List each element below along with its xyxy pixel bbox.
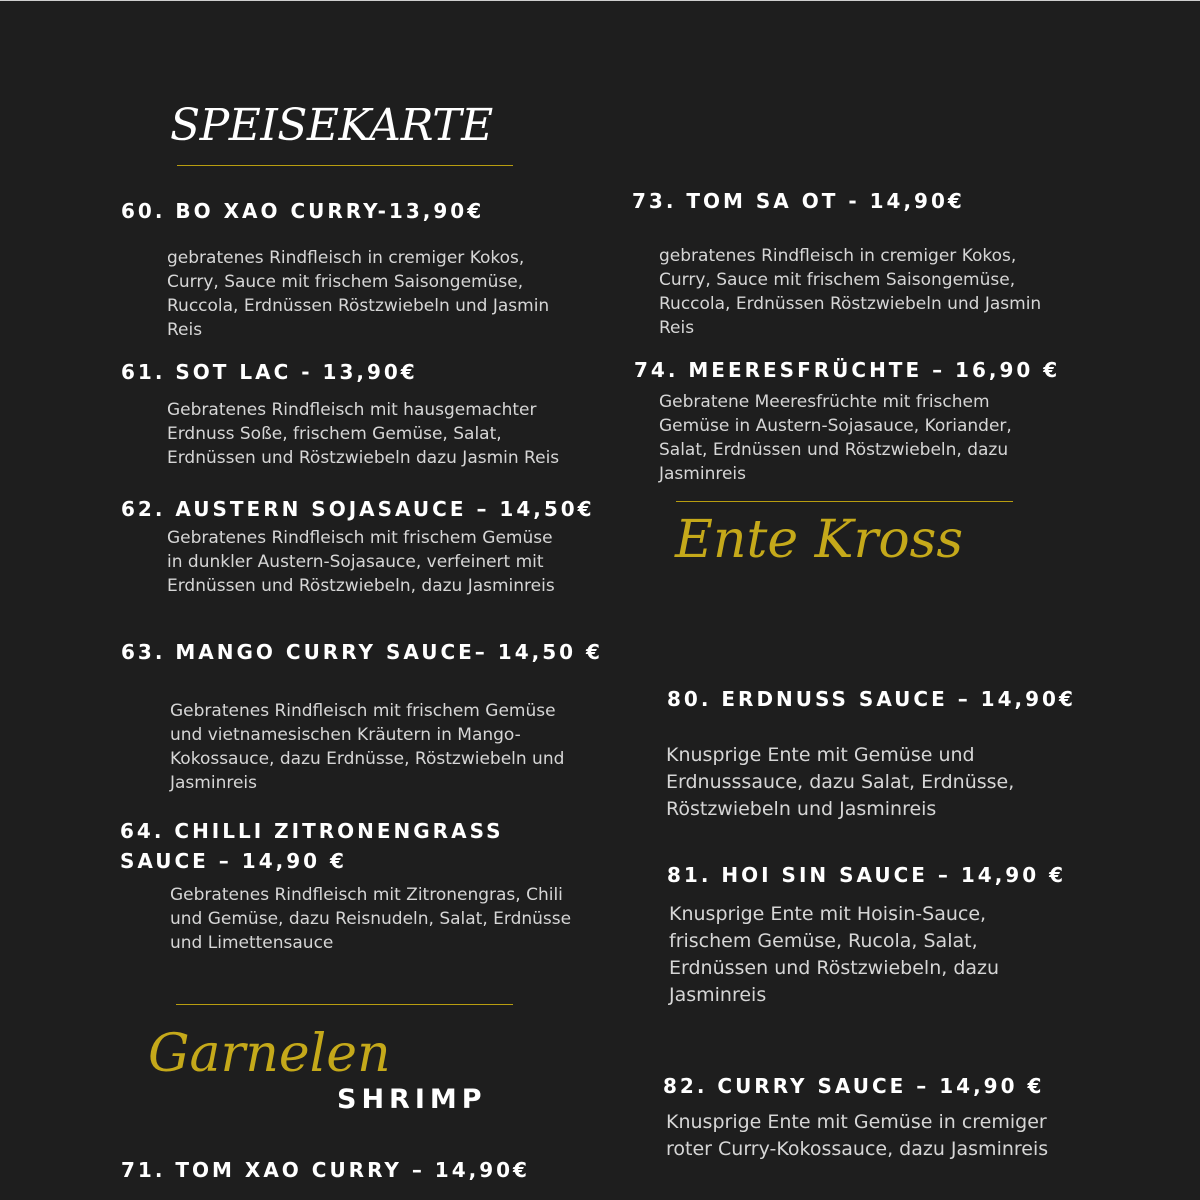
item-82-description: Knusprige Ente mit Gemüse in cremiger roter Curry-Kokossauce, dazu Jasminreis bbox=[666, 1111, 1049, 1160]
ente-section-title: Ente Kross bbox=[675, 510, 964, 570]
item-61-heading: 61. SOT LAC - 13,90€ bbox=[121, 360, 418, 384]
item-64-heading-line1: 64. CHILLI ZITRONENGRASS bbox=[120, 819, 504, 843]
item-73-description: gebratenes Rindfleisch in cremiger Kokos, Curry, Sauce mit frischem Saisongemüse, Ruccola, Erdnüssen Röstzwiebeln und Jasmin Reis bbox=[659, 246, 1042, 338]
item-80-heading: 80. ERDNUSS SAUCE – 14,90€ bbox=[667, 687, 1076, 711]
garnelen-section-title: Garnelen bbox=[148, 1024, 391, 1084]
item-71-heading: 71. TOM XAO CURRY – 14,90€ bbox=[121, 1158, 530, 1182]
item-80-description: Knusprige Ente mit Gemüse und Erdnusssauce, dazu Salat, Erdnüsse, Röstzwiebeln und Jasminreis bbox=[666, 744, 1015, 820]
item-61-description: Gebratenes Rindfleisch mit hausgemachter Erdnuss Soße, frischem Gemüse, Salat, Erdnüssen und Röstzwiebeln dazu Jasmin Reis bbox=[167, 400, 560, 468]
item-62-description: Gebratenes Rindfleisch mit frischem Gemüse in dunkler Austern-Sojasauce, verfeinert mit Erdnüssen und Röstzwiebeln, dazu Jasminreis bbox=[167, 528, 555, 596]
item-74-description: Gebratene Meeresfrüchte mit frischem Gemüse in Austern-Sojasauce, Koriander, Salat, Erdnüssen und Röstzwiebeln, dazu Jasminreis bbox=[659, 392, 1012, 484]
top-border-line bbox=[0, 0, 1200, 1]
item-64-description: Gebratenes Rindfleisch mit Zitronengras, Chili und Gemüse, dazu Reisnudeln, Salat, Erdnüsse und Limettensauce bbox=[170, 885, 572, 953]
item-60-heading: 60. BO XAO CURRY-13,90€ bbox=[121, 199, 485, 223]
garnelen-section-subtitle: SHRIMP bbox=[337, 1084, 487, 1115]
item-74-heading: 74. MEERESFRÜCHTE – 16,90 € bbox=[634, 358, 1061, 382]
item-60-description: gebratenes Rindfleisch in cremiger Kokos, Curry, Sauce mit frischem Saisongemüse, Ruccola, Erdnüssen Röstzwiebeln und Jasmin Reis bbox=[167, 248, 550, 340]
item-62-heading: 62. AUSTERN SOJASAUCE – 14,50€ bbox=[121, 497, 595, 521]
garnelen-top-rule bbox=[176, 1004, 513, 1005]
item-82-heading: 82. CURRY SAUCE – 14,90 € bbox=[663, 1074, 1045, 1098]
item-63-description: Gebratenes Rindfleisch mit frischem Gemüse und vietnamesischen Kräutern in Mango-Kokossauce, dazu Erdnüsse, Röstzwiebeln und Jasminreis bbox=[170, 701, 565, 793]
ente-top-rule bbox=[676, 501, 1013, 502]
item-81-description: Knusprige Ente mit Hoisin-Sauce, frischem Gemüse, Rucola, Salat, Erdnüssen und Röstzwiebeln, dazu Jasminreis bbox=[669, 903, 1000, 1006]
item-81-heading: 81. HOI SIN SAUCE – 14,90 € bbox=[667, 863, 1066, 887]
page-title: SPEISEKARTE bbox=[170, 100, 493, 151]
title-underline bbox=[177, 165, 513, 166]
item-63-heading: 63. MANGO CURRY SAUCE– 14,50 € bbox=[121, 640, 603, 664]
item-73-heading: 73. TOM SA OT - 14,90€ bbox=[632, 189, 965, 213]
item-64-heading-line2: SAUCE – 14,90 € bbox=[120, 849, 347, 873]
